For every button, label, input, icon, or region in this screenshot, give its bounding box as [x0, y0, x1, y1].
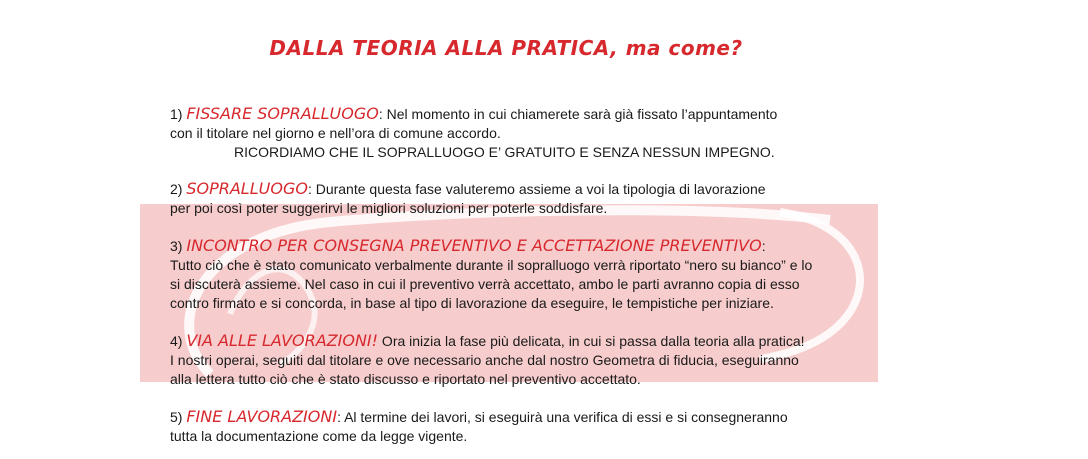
step-2 [170, 179, 870, 218]
step-heading: SOPRALLUOGO [186, 179, 308, 198]
step-number: 4) [170, 333, 183, 349]
step-text: : Durante questa fase valuteremo assieme a voi la tipologia di lavorazione [307, 181, 766, 197]
step-heading: INCONTRO PER CONSEGNA PREVENTIVO E ACCETTAZIONE PREVENTIVO [186, 236, 762, 255]
step-text: contro firmato e si concorda, in base al tipo di lavorazione da eseguire, le tempistiche per iniziare. [170, 295, 774, 311]
step-text: tutta la documentazione come da legge vigente. [170, 428, 468, 444]
step-notice: RICORDIAMO CHE IL SOPRALLUOGO E’ GRATUITO E SENZA NESSUN IMPEGNO. [234, 144, 775, 160]
step-number: 5) [170, 409, 183, 425]
step-number: 2) [170, 181, 183, 197]
step-number: 3) [170, 238, 183, 254]
step-number: 1) [170, 106, 183, 122]
step-1 [170, 104, 870, 162]
step-heading: FISSARE SOPRALLUOGO [186, 104, 379, 123]
step-text: Ora inizia la fase più delicata, in cui si passa dalla teoria alla pratica! [378, 333, 805, 349]
step-text: I nostri operai, seguiti dal titolare e ove necessario anche dal nostro Geometra di fiducia, eseguiranno [170, 352, 799, 368]
step-text: : Nel momento in cui chiamerete sarà già fissato l’appuntamento [378, 106, 778, 122]
step-4 [170, 331, 870, 389]
step-heading: VIA ALLE LAVORAZIONI! [186, 331, 379, 350]
step-text: : Al termine dei lavori, si eseguirà una verifica di essi e si consegneranno [337, 409, 788, 425]
step-heading: FINE LAVORAZIONI [186, 407, 338, 426]
page-title: DALLA TEORIA ALLA PRATICA, ma come? [269, 36, 743, 60]
step-text: per poi così poter suggerirvi le migliori soluzioni per poterle soddisfare. [170, 200, 608, 216]
step-text: : [761, 238, 766, 254]
step-5 [170, 407, 870, 446]
step-3 [170, 236, 870, 313]
step-text: alla lettera tutto ciò che è stato discusso e riportato nel preventivo accettato. [170, 371, 641, 387]
step-text: si discuterà assieme. Nel caso in cui il preventivo verrà accettato, ambo le parti avranno copia di esso [170, 276, 800, 292]
step-text: Tutto ciò che è stato comunicato verbalmente durante il sopralluogo verrà riportato “nero su bianco” e lo [170, 257, 813, 273]
step-text: con il titolare nel giorno e nell’ora di comune accordo. [170, 125, 501, 141]
